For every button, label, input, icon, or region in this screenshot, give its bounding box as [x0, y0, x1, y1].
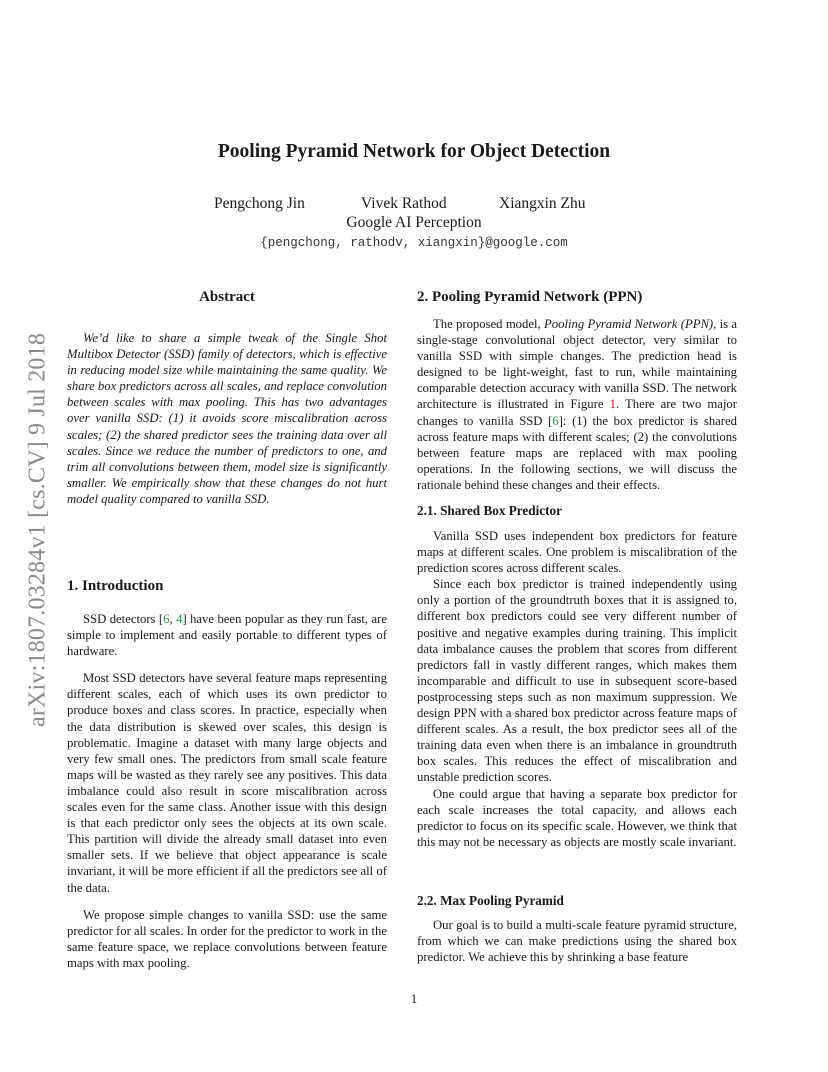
intro-body: [67, 611, 387, 971]
affiliation: Google AI Perception: [346, 214, 482, 231]
abstract-body: [67, 330, 387, 507]
ppn-heading: 2. Pooling Pyramid Network (PPN): [417, 289, 643, 305]
author-3: Xiangxin Zhu: [499, 195, 586, 212]
citation-link-6[interactable]: 6: [163, 612, 170, 626]
paper-title: Pooling Pyramid Network for Object Detection: [217, 141, 611, 162]
sbp-paragraph-3: One could argue that having a separate box predictor for each scale increases the total capacity, and allows each predictor to focus on its specific scale. However, we think that this may not be necessary as objects are mostly scale invariant.: [417, 786, 737, 849]
intro-heading: 1. Introduction: [67, 578, 164, 594]
text-run: ] have been popular as they run fast, are simple to implement and easily portable to different types of hardware.: [67, 612, 388, 659]
text-run: ,: [169, 612, 177, 626]
ppn-body: [417, 316, 737, 493]
abstract-section: [67, 288, 387, 306]
shared-box-predictor-section: [417, 503, 737, 519]
citation-link-6[interactable]: 6: [552, 413, 559, 428]
citation-link-4[interactable]: 4: [176, 612, 183, 626]
intro-paragraph-1: [67, 611, 387, 659]
max-pooling-pyramid-section: [417, 893, 737, 909]
abstract-heading: Abstract: [199, 289, 255, 305]
abstract-text: We’d like to share a simple tweak of the Single Shot Multibox Detector (SSD) family of detectors, which is effective in reducing model size while maintaining the same quality. We share box predictors across all scales, and replace convolution between scales with max pooling. This has two advantages over vanilla SSD: (1) it avoids score miscalibration across scales; (2) the shared predictor sees the training data over all scales. Since we reduce the number of predictors to one, and trim all convolutions between them, model size is significantly smaller. We empirically show that these changes do not hurt model quality compared to vanilla SSD.: [67, 331, 387, 506]
text-run: The proposed model,: [433, 317, 544, 331]
intro-paragraph-3: We propose simple changes to vanilla SSD: use the same predictor for all scales. In order for the predictor to work in the same feature space, we replace convolutions between feature maps with max pooling.: [67, 907, 387, 970]
mpp-heading: 2.2. Max Pooling Pyramid: [417, 893, 564, 908]
sbp-paragraph-1: Vanilla SSD uses independent box predictors for feature maps at different scales. One problem is miscalibration of the prediction scores across different scales.: [417, 529, 737, 576]
sbp-paragraph-2: Since each box predictor is trained independently using only a portion of the groundtruth boxes that it is assigned to, different box predictors could see very different number of positive and negative examples during training. This implicit data imbalance causes the problem that scores from different predictors fall in vastly different ranges, which makes them incomparable and difficult to use in subsequent score-based postprocessing steps such as non maximum suppression. We design PPN with a shared box predictor across feature maps of different scales. As a result, the box predictor sees all of the training data even when there is an imbalance in groundtruth box scales. This reduces the effect of miscalibration and unstable prediction scores.: [417, 577, 737, 785]
text-run: SSD detectors [: [83, 612, 164, 626]
intro-section: [67, 577, 387, 595]
mpp-body: [417, 917, 737, 965]
text-run: , is a single-stage convolutional object detector, very similar to vanilla SSD with simple changes. The prediction head is designed to be light-weight, fast to run, while maintaining comparable detection accuracy with vanilla SSD. The network architecture is illustrated in Figure: [417, 317, 738, 412]
text-run: . There are two major changes to vanilla SSD [: [417, 397, 737, 428]
mpp-paragraph-1: Our goal is to build a multi-scale feature pyramid structure, from which we can make predictions using the shared box predictor. We achieve this by shrinking a base feature: [417, 918, 737, 965]
figure-link-1[interactable]: 1: [609, 397, 616, 412]
sbp-heading: 2.1. Shared Box Predictor: [417, 503, 562, 518]
author-2: Vivek Rathod: [361, 195, 447, 212]
sbp-body: [417, 528, 737, 850]
ppn-section: [417, 288, 737, 306]
author-email: {pengchong, rathodv, xiangxin}@google.com: [260, 236, 568, 250]
ppn-paragraph-1: [417, 316, 737, 493]
model-name: Pooling Pyramid Network (PPN): [544, 317, 714, 331]
page-number: 1: [410, 991, 418, 1006]
arxiv-stamp: [22, 300, 54, 760]
arxiv-stamp-text: arXiv:1807.03284v1 [cs.CV] 9 Jul 2018: [24, 332, 51, 728]
text-run: ]: (1) the box predictor is shared across feature maps with different scales; (2) the convolutions between feature maps are replaced with max pooling operations. In the following sections, we will discuss the rationale behind these changes and their effects.: [417, 413, 737, 492]
intro-paragraph-2: Most SSD detectors have several feature maps representing different scales, each of which uses its own predictor to produce boxes and class scores. In practice, especially when the data distribution is skewed over scales, this design is problematic. Imagine a dataset with many large objects and very few small ones. The predictors from small scale feature maps will be wasted as they rarely see any positives. This data imbalance could also result in score miscalibration across scales even for the same class. Another issue with this design is that each predictor only sees the objects at its own scale. This partition will divide the already small dataset into even smaller sets. If we believe that object appearance is scale invariant, it will be more efficient if all the predictors see all of the data.: [67, 671, 387, 895]
author-1: Pengchong Jin: [214, 195, 305, 212]
